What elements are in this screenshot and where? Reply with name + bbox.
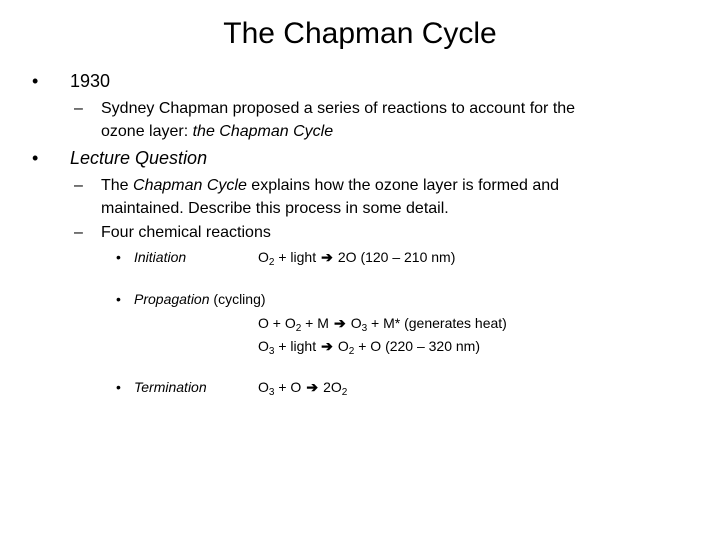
formula-text: O + O	[258, 315, 296, 331]
formula-text: O	[258, 249, 269, 265]
propagation-label	[134, 289, 266, 309]
initiation-label: Initiation	[134, 249, 187, 265]
subscript: 3	[268, 387, 275, 398]
reaction-bullet-marker: •	[116, 291, 121, 307]
propagation-equation-2	[258, 336, 480, 356]
subscript: 2	[295, 323, 302, 334]
bullet-marker: •	[32, 71, 39, 91]
formula-text: + O	[274, 379, 306, 395]
arrow-icon: ➔	[333, 315, 346, 331]
formula-text: O	[258, 379, 269, 395]
italic-text: the Chapman Cycle	[192, 123, 334, 140]
formula-text: 2O	[319, 379, 342, 395]
subscript: 2	[348, 346, 355, 357]
subscript: 2	[341, 387, 348, 398]
sub-bullet-chapman-line2	[101, 120, 333, 143]
italic-text: Propagation	[134, 291, 210, 307]
initiation-equation	[258, 247, 455, 267]
formula-text: + O (220 – 320 nm)	[354, 338, 481, 354]
sub-bullet-question-line1	[101, 174, 559, 197]
subscript: 3	[268, 346, 275, 357]
slide-title: The Chapman Cycle	[223, 17, 497, 50]
plain-text: explains how the ozone layer is formed and	[246, 177, 560, 194]
bullet-lecture-question: Lecture Question	[70, 148, 208, 168]
formula-text: + light	[274, 249, 320, 265]
termination-equation	[258, 377, 347, 397]
italic-text: Chapman Cycle	[133, 177, 247, 194]
sub-bullet-question-line2: maintained. Describe this process in some detail.	[101, 200, 449, 217]
formula-text: + M* (generates heat)	[367, 315, 507, 331]
formula-text: 2O (120 – 210 nm)	[333, 249, 456, 265]
bullet-marker: •	[32, 148, 39, 168]
reaction-bullet-marker: •	[116, 249, 121, 265]
sub-bullet-chapman-line1: Sydney Chapman proposed a series of reactions to account for the	[101, 100, 576, 117]
bullet-1930: 1930	[70, 71, 111, 91]
propagation-equation-1	[258, 313, 507, 333]
arrow-icon: ➔	[306, 379, 319, 395]
arrow-icon: ➔	[321, 338, 333, 354]
reaction-bullet-marker: •	[116, 379, 121, 395]
formula-text: O	[333, 338, 349, 354]
termination-label: Termination	[134, 379, 207, 395]
sub-bullet-marker: –	[74, 100, 83, 117]
subscript: 3	[361, 323, 368, 334]
formula-text: + light	[274, 338, 320, 354]
arrow-icon: ➔	[321, 249, 333, 265]
sub-bullet-marker: –	[74, 224, 83, 241]
formula-text: + M	[301, 315, 333, 331]
subscript: 2	[268, 257, 275, 268]
plain-text: (cycling)	[209, 291, 266, 307]
plain-text: ozone layer:	[101, 123, 193, 140]
sub-bullet-marker: –	[74, 177, 83, 194]
formula-text: O	[346, 315, 362, 331]
formula-text: O	[258, 338, 269, 354]
sub-bullet-four-reactions: Four chemical reactions	[101, 224, 271, 241]
plain-text: The	[101, 177, 134, 194]
